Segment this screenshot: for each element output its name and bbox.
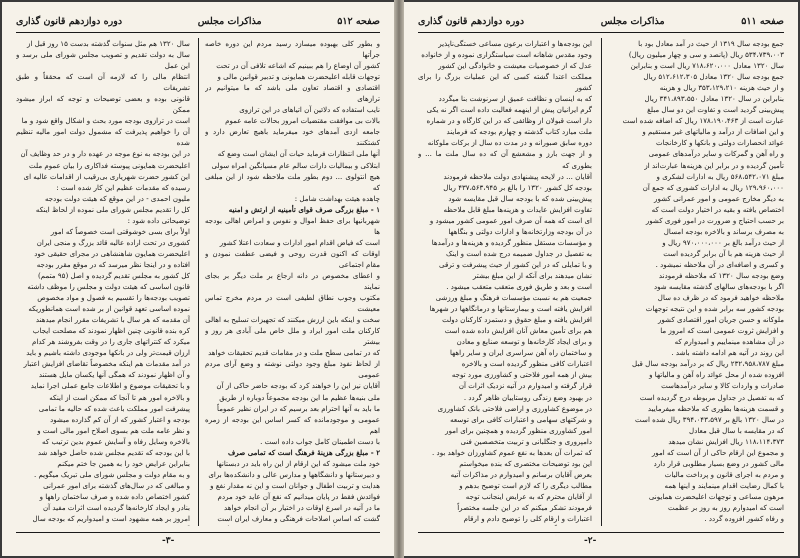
text-line: اعلیحضرت همایون شاهنشاهی در مجرای حقیقی خود [34, 248, 190, 258]
text-line: کره بنده قانونی چنین اظهار نمودند که مصلحت ایجاب [32, 326, 190, 336]
text-line: وجود مقدس شاهانه است سیاستگزاری نموده و از خانواده [421, 50, 592, 60]
left-folio: -۳- [162, 536, 175, 546]
text-line: جمع بودجه سال ۱۳۱۹ از حیث در آمد معادل بود با [638, 39, 784, 48]
left-page-column-2 [16, 38, 190, 526]
text-line: و افزایش ثروت عمومی است که امروز ما [660, 326, 784, 336]
text-line: پیشرفت امور مملکت باعث شده که حالیه ما تمامی [38, 403, 190, 413]
text-line [418, 524, 592, 526]
text-line: و آن اظهار نمودند که همگی آنها یکسان مایل هستند [38, 370, 190, 380]
text-line: اعلیحضرت همایونی پیوسته فداکاری را بیان عموم ملت [29, 160, 190, 170]
text-line: است که امیدوارم روز به روز بر عظمت [667, 502, 784, 512]
text-line: میکرد که کنتراتهای جاری را در وقت بفروشند هر کدام [31, 337, 190, 347]
text-line: توجهات قابله اعلیحضرت همایونی و تدبیر قوانین مالی و [217, 72, 380, 82]
text-line: اوقات که اکنون قدرت روحی و فیضی عطفت نمودن و مقام اجتماعی [205, 248, 380, 269]
text-line: و مجموع این ارقام حاکی از آن است که امور [651, 447, 784, 457]
text-line: اعتبارات و ارقام کلی را توضیح دادم و ارقام [463, 514, 592, 524]
text-line: مرهون مساعی و توجهات اعلیحضرت همایونی [648, 491, 784, 501]
text-line: و اعطای مخصوص در دانه ارجاع بر ملت دیگر بر بجای نمایند [205, 270, 380, 292]
text-line: هم برای تأمین معاش آنان افزایش داده شده است [444, 326, 592, 336]
text-line: اولاً برای بسی خوشوقتی است خصوصاً که امور [50, 226, 190, 236]
text-line: و مردم به اجرای قانون و پرداخت مالیات [664, 469, 784, 479]
text-line: و از جهت بارز و مشعشع آن که ده سال ملت ما ... و بطوری که [418, 149, 592, 170]
text-line: سخت و اینکه باین ارزش میکنند که تجهیزات تسلیح به اهالی [205, 315, 380, 325]
text-line: بالاخره وسایل رفاه و آسایش عموم بدین ترتیب که [42, 436, 190, 446]
text-line: و رفاه کشور افزوده گردد . [704, 514, 784, 524]
text-line: و بالاخره امور هم تا آنجا که ممکن است از اینکه [49, 392, 190, 402]
text-line: و این اضافات از درآمد و مالیاتهای غیر مستقیم و [642, 127, 784, 137]
text-line: شهربانیها برای حفظ اموال و نفوس و امراض اهالی بودجه ها [205, 215, 380, 236]
text-line: به دیگر مخارج عمومی و امور عمرانی کشور [654, 193, 784, 203]
right-page [404, 2, 798, 556]
right-header-source: مذاکرات مجلس [600, 15, 665, 27]
left-header-source: مذاکرات مجلس [197, 15, 262, 27]
text-line: و با تمایلی که در این کشور از حیث پیشرفت و ترقی [439, 259, 592, 269]
text-line: به مصرف برساند و بالاخره بودجه امسال [663, 226, 784, 236]
text-line: افتاده و در اینجا نظر میرسد که در موقع مقرر بودجه [36, 259, 190, 269]
text-line: و مبالغی که در سال‌های گذشته برای امور عمرانی [43, 480, 190, 490]
text-line: در بهبود وضع زندگی روستاییان ظاهر گردد . [463, 392, 592, 402]
text-line: بودجه کشور سه برابر شده و این نتیجه توجهات [645, 304, 784, 314]
text-line: بر حسب احتیاج و ضرورت در امور فوری کشور [645, 215, 784, 225]
text-line: جمع بودجه سال ۱۳۲۰ معادل ۵۱۲،۶۱۲،۳۰۵ ریال [643, 72, 784, 82]
text-line: ملی بنیه‌ها عظیم ما این بودجه مجموعاً دوباره از طریق [219, 392, 380, 402]
text-line: و بطور کلی بهبوده میسازد رسید مردم این دوره خاصه جرأتها [205, 39, 380, 60]
text-line: کشور اختصاص داده شده و صرف ساختمان راهها و [39, 491, 190, 501]
left-column-divider [198, 38, 199, 526]
text-line: که در تمامی سطح ملت و در مقامات قدیم تحقیقات خواهد [208, 348, 380, 358]
text-line: پیش‌بینی شده که با بودجه سال قبل مقایسه شود [448, 193, 592, 203]
text-line: در موضوع کشاورزی و اراضی فلاحتی بانک کشاورزی [437, 403, 592, 413]
text-line: این بودجه‌ها و اعتبارات برعون مساعی خستگی‌ناپذیر [438, 39, 592, 48]
text-line: امور کشاورزی منظور گردیده و همچنین برای امور [445, 425, 592, 435]
text-line: مبلغ ۲۳۲،۹۵۸،۷۸۷ ریال که بر درآمد بودجه سال قبل [632, 359, 784, 369]
text-line: اعتبارات کافی منظور گردیده است و بالاخره [461, 359, 592, 369]
text-line: و ساختمان راه آهن سراسری ایران و سایر راهها [449, 348, 592, 358]
right-page-column-2 [418, 38, 592, 526]
right-page-header [418, 12, 784, 30]
text-line: بالات بی موافقت مقتضیات امروز بحالات عامه عموم [225, 116, 380, 126]
text-line: تأمین گردیده و در برابر این هزینه‌ها عبارت‌اند از [644, 160, 784, 170]
text-line: افزایش یافته و مبلغ حقوق و دستمزد کارکنان دولت [442, 315, 592, 325]
text-line: امروز بر همه مشهود است و امیدواریم که بودجه سال [32, 514, 190, 524]
text-line: ۱۲۹،۹۶۰،۰۰۰ ریال به ادارات کشوری که جمع آن [642, 182, 784, 192]
text-line: آنها ملی انتظارات فرماید حیات آن ایشان است وضع که [217, 149, 380, 159]
text-line: در سال ۱۳۲۰ بالغ بر ۳۹۴،۰۴۳،۵۹۷ ریال شده است [635, 414, 784, 424]
text-line: عمومی و موجودمانده که کسر اساس این بودجه از زمره اهم [205, 414, 380, 435]
text-line: که در مقایسه با سال قبل معادل [689, 425, 784, 435]
text-line: و دبیرستانها و دانشگاهها و مدارس عالی و دانشکده‌ها برای [208, 469, 380, 479]
text-line: ملت میازد کتاب گذشته و چهارم بودجه که فرمایند [446, 127, 592, 137]
text-line: توضیحاتی داده شود : [127, 215, 190, 225]
text-line: مبلغ ۵۶۸،۵۴۲،۰۷۱ ریال به ادارات لشکری و [656, 171, 784, 181]
text-line: دامپروری و جنگلبانی و تربیت متخصصین فنی [460, 436, 592, 446]
right-footer-rule [418, 532, 784, 533]
text-line: گرم ایرانیان پیش از اینهمه فعالیت داده است اگر نه یکی [426, 105, 592, 115]
text-line: جامعه ازدی آمدهای خود میفرماید باهیچ تعارض دارد و کشتکنند [205, 127, 380, 148]
text-line: نایب استفاده که دلائین آن اتیاهای در این ترازوی [239, 105, 380, 115]
text-line: هیچ انتولوی ... دوم بطور ملت ملاحظه شود از این مبلغی که [205, 171, 380, 192]
text-line: کل کشور به مجلس تقدیم گردیده و اصل (۹۵ متمم) [38, 270, 190, 280]
text-line: بنابراین عرایض خود را به همین جا ختم میکنم [57, 458, 190, 468]
text-line: ما در آتیه در اسرع اوقات در اختیار بر آن انجام خواهد [224, 502, 380, 512]
text-line: آن مقدمه که هر سال با تشریفات مقرر انجام میدهند [35, 315, 190, 325]
text-line: رسیده که مقدمات عظیم این کار شده است : [56, 182, 190, 192]
left-footer-rule [16, 532, 380, 533]
text-line: این بود توضیحات مختصری که بنده میخواستم [459, 458, 592, 468]
text-line: کل را تقدیم مجلس شورای ملی نموده از لحاظ اینکه [35, 204, 190, 214]
text-line: فرمودند تشکر میکنم که در این جلسه مختصراً [457, 502, 592, 512]
text-line: پیش‌بینی گردید است و تفاوت این دو سال مبلغ [647, 105, 784, 115]
text-line: و شرکتهای سهامی و اعتبارات کافی برای توسعه [450, 414, 592, 424]
left-page-header [16, 12, 380, 30]
text-line: با دست اطمینان کامل جواب داده است . [260, 436, 380, 446]
text-line: از آقایان محترم که به عرایض اینجانب توجه [465, 491, 592, 501]
text-line: بودجه و اعتبار کشور که از آن کم گذارده میشود [50, 414, 190, 424]
text-line: ای است که همه آن صرف امور عمومی کشور میشود و [429, 215, 592, 225]
right-header-rule [418, 32, 784, 33]
text-line: ارزان قیمت‌تر ولی در بانکها موجودی داشته باشیم و باید [26, 348, 190, 358]
text-line: بودجه کل کشور ۱۳۲۰ را بالغ بر ۴۳۷،۵۶۳،۹۴۵ ریال [443, 182, 592, 192]
text-line: سال ۱۳۲۰ معادل ۷۱۸،۶۲۰،۰۰۰ ریال است و بنابراین [630, 61, 784, 71]
text-line: کشوری در تحت اراده عالیه قائد بزرگ و منجی ایران [36, 237, 190, 247]
text-line: اختصاص یافته و بقیه در اختیار دولت است که [651, 204, 784, 214]
text-line: از لحاظ نفوذ مبلغ وجود دولتی نوشته و وضع آرای مردم عمومی [205, 359, 380, 380]
left-page [2, 2, 394, 556]
text-line: ملاحظه خواهید فرمود که در ظرف ده سال [657, 293, 784, 303]
text-line: این روند در آتیه هم ادامه داشته باشد . [671, 348, 784, 358]
text-line [205, 524, 380, 526]
text-line: بعرض آقایان برسانم و امیدوارم در مذاکرات آتیه [450, 469, 592, 479]
text-line: اگر با بودجه‌های سالهای گذشته مقایسه شود [653, 282, 784, 292]
text-line: چاهده هیئت بهداشت شامل : [294, 193, 380, 203]
text-line: مملکت اعتدا گشته کسی که این عملیات بزرگ را برای کشور [418, 72, 592, 93]
text-line: ابتلاکی و بیمالیات دارات سالم عام مسیانگین امراه سولی [211, 160, 380, 170]
text-line: ۱۱۸،۱۱۴،۳۷۳ ریال افزایش نشان میدهد [668, 436, 784, 446]
text-line: مالی کشور در وضع بسیار مطلوبی قرار دارد [653, 458, 784, 468]
text-line: و راه آهن و گمرکات و سایر درآمدهای عمومی [648, 149, 784, 159]
text-line [16, 524, 190, 526]
text-line: فوائدش فقط در پایان میدانیم که نفع آن عاید خود مردم [217, 491, 380, 501]
text-line: آن را خواهیم پذیرفت که مشمول دولت امور مالیه تنظیم شده [16, 127, 190, 148]
text-line: قرار گرفته و امیدوارم در آتیه نزدیک اثرات آن [458, 381, 592, 391]
text-line: دوره سابق صبورانه و در مدت ده سال از برکات ملوکانه [427, 138, 592, 148]
text-line: و به مقام دولت و مجلس شورای ملی تبریک میگویم . [33, 469, 190, 479]
text-line: مکتوب وجوب نطاق لطیفی است در مردم مخرج تماس معیشت [205, 293, 380, 314]
left-header-page-number: صفحه ۵۱۲ [337, 15, 380, 27]
right-column-divider [601, 38, 602, 526]
text-line: ملیون احمدی - در این موقع که هیئت دولت بودجه [44, 193, 190, 203]
text-line: قانون اساسی که هیئت دولت و مجلس را موظف داشته [27, 282, 190, 292]
left-page-column-1 [205, 38, 380, 526]
text-line: آقایان نیز این را خواهند کرد که بودجه حاضر حاکی از آن [216, 381, 380, 391]
text-line: کشور آن اوضاع را هم ببینیم که اشاعه تلافی آن در تحت [216, 61, 380, 71]
right-folio: -۲- [584, 536, 597, 546]
text-line: تصویب بودجه‌ها را تقسیم به فصول و مواد مخصوص [37, 293, 190, 303]
text-line: تفاوت افزایش عایدات و هزینه‌ها مبلغ قابل ملاحظه [443, 204, 592, 214]
text-line: وضع بودجه سال ۱۳۲۰ که ملاحظه فرمودند [658, 270, 784, 280]
text-line: هدایت و تربیت اطفال و جوانان است و این نه مقدار نفع و [210, 480, 380, 490]
text-line: مطالب دیگری را که لازم است توضیح بدهم و [459, 480, 592, 490]
text-line: اقتصادی و اقتصاد تعاون ملی باشد که ما میتوانیم در ترازهای [205, 83, 380, 104]
text-line: از حیث هزینه هم با آن برابر گردیده است [663, 248, 784, 258]
text-line: سال ۱۳۲۰ هم مثل سنوات گذشته بدست ۱۵ روز قبل از [26, 39, 190, 48]
text-line: و برای ایجاد کارخانه‌ها و توسعه صنایع و معادن [456, 337, 592, 347]
text-line: و قسمت هزینه‌ها بطوری که ملاحظه میفرمایید [647, 403, 784, 413]
text-line: انتظام مالی را که لازمه آن است که محققاً و طبق تشریفات [16, 72, 190, 93]
text-line: قانونی بوده و بعضی توضیحات و توجه که ابراز میشود ممکن [16, 94, 190, 115]
left-header-rule [16, 32, 380, 33]
text-line: ۲ - مبلغ بزرگی هزینهٔ فرهنگ است که تمامی صرف [227, 447, 380, 457]
text-line: کارکنان ملت امور ایراد و ملل خاص ملی آبادی هر روز و بیشتر [205, 326, 380, 347]
text-line: و از حیث هزینه ۳۵۳،۱۲۹،۲۱۰ ریال و هزینه [659, 83, 784, 93]
text-line: بیش از همه امور فلاحتی و کشاورزی مورد توجه [451, 370, 592, 380]
text-line: ۱ - مبلغ بزرگی صرف قوای تأمینیه از ارتش و امنیه [228, 204, 380, 214]
text-line: و با تحقیقات موضوع و اطلاعات جامع عملی اجرا نماید [30, 381, 190, 391]
text-line: با کمال رضایت اقدام مینمایند و اینها همه [664, 480, 784, 490]
text-line: و مؤسسات مستقل منظور گردیده و هزینه‌ها و درآمدها [431, 237, 592, 247]
text-line: ۵۳۴،۷۳۹،۰۰۳ ریال (پانصد و سی و چهار میلیون ریال) [628, 50, 784, 60]
text-line: عوائد انحصارات دولتی و بانکها و کارخانجات [655, 138, 784, 148]
text-line: است در ترازوی بودجه مورد بحث و اشکال واقع شود و ما [21, 116, 190, 126]
text-line: و نظر عامه ملت هم بسوی اصلاح امور مالی است و [37, 425, 190, 435]
text-line: در این بودجه به نوع موجه در عهده دار و در حد وظایف آن [20, 149, 190, 159]
text-line: جمعیت هم به نسبت مؤسسات فرهنگ و مبلغ ورزشی [435, 293, 592, 303]
right-header-page-number: صفحه ۵۱۱ [741, 15, 784, 27]
text-line: و کسری و اضافه‌ای در آن ملاحظه نمیشود . [655, 259, 784, 269]
text-line: که به تفصیل در جداول مربوطه درج گردیده است [639, 392, 784, 402]
text-line: در آن بودجه وزارتخانه‌ها و ادارات دولتی و بنگاهها [448, 226, 592, 236]
text-line: که ثمرات آن بعدها به نفع عموم کشاورزان خواهد بود . [432, 447, 592, 457]
text-line: عدل که از خصوصیات معیشت و خانوادگی این کشور [438, 61, 592, 71]
text-line: عبارت است از ۱۷۸،۱۹۰،۴۶۳ ریال که اضافه شده است [622, 116, 784, 126]
text-line: به تفصیل در جداول ضمیمه درج شده است و اینک [445, 248, 592, 258]
text-line: افزایش یافته است و بیمارستانها و درمانگاهها در شهرها [429, 304, 592, 314]
text-line: بنادر و ایجاد کارخانه‌ها گردیده است اثرات مفید آن [42, 502, 190, 512]
text-line: ملوکانه و حسن جریان امور اقتصادی کشور [657, 315, 784, 325]
text-line: از حیث درآمد بالغ بر ۹۷۰،۰۰۰،۰۰۰ ریال و [662, 237, 784, 247]
text-line: نشان میدهند برای آنکه از این مبلغ بیشتر [472, 270, 592, 280]
text-line: این کشور حضرت شهریاری بی‌رقیب از اقدامات عالیه ای [23, 171, 190, 181]
text-line: که به اینسان و نظافت عمیق از سرنوشت بنا میگردد [438, 94, 592, 104]
text-line: است و بعد و طریق فوری متعقب متعقب میشود . [446, 282, 592, 292]
right-header-title: دوره دوازدهم قانون گذاری [418, 15, 525, 27]
right-page-column-1 [609, 38, 784, 526]
book-gutter [394, 0, 404, 558]
text-line: نموده اساسی تعهد قوانین از بر شده است همانطوریکه [28, 304, 190, 314]
text-line: صادرات و واردات کالا و سایر درآمدهاست [661, 381, 784, 391]
left-header-title: دوره دوازدهم قانون گذاری [16, 15, 123, 27]
text-line: با این بودجه که تقدیم مجلس شده حاصل خواهد شد [37, 447, 190, 457]
text-line: است که فیاض اقدام امور ادارات و سعادت اعتلا کشور [219, 237, 380, 247]
text-line: بنابراین در سال ۱۳۲۰ معادل ۳۴۱،۸۹۳،۵۵۰ ریال [644, 94, 784, 104]
text-line: گشت که اساس اصلاحات فرهنگی و معارف ایران است [217, 514, 380, 524]
text-line: در آمد مقدمات هم اینکه مخصوصاً تقاضای افزایش اعتبار [23, 359, 190, 369]
text-line: در آن مشاهده مینماییم و امیدوارم که [674, 337, 784, 347]
text-line: ما باید به آنها احترام بعد برسیم که در ایران نظیر عموماً [217, 403, 380, 413]
text-line: آقایان ... در لایحه پیشنهادی دولت ملاحظه فرمودند [443, 171, 592, 181]
text-line: افزوده شده از محل عوائد راه آهن و مالیاتها و [649, 370, 784, 380]
text-line: دار است قبولان از وظائفی که در این کارگاه و در شماره [426, 116, 592, 126]
text-line: سال به دولت تقدیم و تصویب مجلس شورای ملی برسد و این عمل [16, 50, 190, 71]
text-line: خود ملت میشود که این ارقام از این راه باید در دبستانها [216, 458, 380, 468]
